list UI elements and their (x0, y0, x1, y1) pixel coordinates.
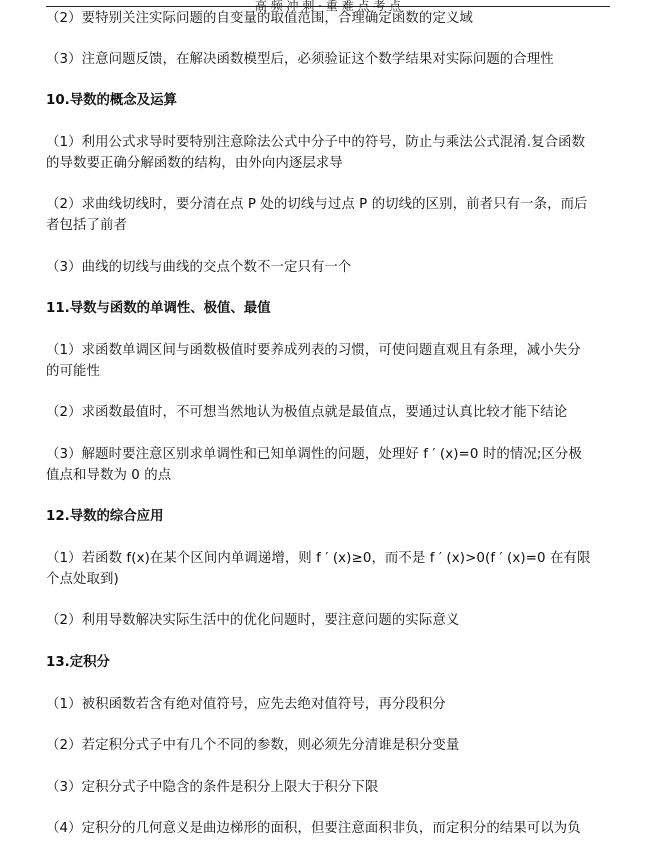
paragraph-s13-item4: （4）定积分的几何意义是曲边梯形的面积，但要注意面积非负，而定积分的结果可以为负 (46, 821, 581, 836)
section-heading-13: 13.定积分 (46, 655, 110, 670)
header-rule (46, 0, 610, 13)
paragraph-s10-item1-line1: （1）利用公式求导时要特别注意除法公式中分子中的符号，防止与乘法公式混淆.复合函数 (46, 135, 586, 150)
paragraph-s11-item3-line1: （3）解题时要注意区别求单调性和已知单调性的问题，处理好 f ′ (x)=0 时的情况;区分极 (46, 447, 582, 462)
paragraph-s9-item2: （2）要特别关注实际问题的自变量的取值范围，合理确定函数的定义域 (46, 11, 473, 26)
paragraph-s11-item2: （2）求函数最值时，不可想当然地认为极值点就是最值点，要通过认真比较才能下结论 (46, 405, 568, 420)
paragraph-s13-item3: （3）定积分式子中隐含的条件是积分上限大于积分下限 (46, 780, 379, 795)
paragraph-s13-item2: （2）若定积分式子中有几个不同的参数，则必须先分清谁是积分变量 (46, 738, 460, 753)
paragraph-s10-item2-line1: （2）求曲线切线时，要分清在点 P 处的切线与过点 P 的切线的区别，前者只有一条，而后 (46, 197, 588, 212)
paragraph-s11-item1-line1: （1）求函数单调区间与函数极值时要养成列表的习惯，可使问题直观且有条理，减小失分 (46, 343, 581, 358)
paragraph-s12-item1-line1: （1）若函数 f(x)在某个区间内单调递增，则 f ′ (x)≥0，而不是 f ′ (x)>0(f ′ (x)=0 在有限 (46, 551, 591, 566)
paragraph-s10-item3: （3）曲线的切线与曲线的交点个数不一定只有一个 (46, 260, 352, 275)
paragraph-s13-item1: （1）被积函数若含有绝对值符号，应先去绝对值符号，再分段积分 (46, 697, 446, 712)
section-heading-11: 11.导数与函数的单调性、极值、最值 (46, 301, 271, 316)
paragraph-s11-item1-line2: 的可能性 (46, 364, 100, 379)
paragraph-s11-item3-line2: 值点和导数为 0 的点 (46, 468, 172, 483)
paragraph-s12-item2: （2）利用导数解决实际生活中的优化问题时，要注意问题的实际意义 (46, 613, 460, 628)
section-heading-12: 12.导数的综合应用 (46, 509, 164, 524)
header-text: 高 频 冲 刺 · 重 难 点 考 点 (254, 0, 402, 13)
section-heading-10: 10.导数的概念及运算 (46, 93, 177, 108)
paragraph-s9-item3: （3）注意问题反馈，在解决函数模型后，必须验证这个数学结果对实际问题的合理性 (46, 52, 554, 67)
paragraph-s10-item2-line2: 者包括了前者 (46, 218, 127, 233)
paragraph-s10-item1-line2: 的导数要正确分解函数的结构，由外向内逐层求导 (46, 156, 343, 171)
paragraph-s12-item1-line2: 个点处取到) (46, 572, 119, 587)
